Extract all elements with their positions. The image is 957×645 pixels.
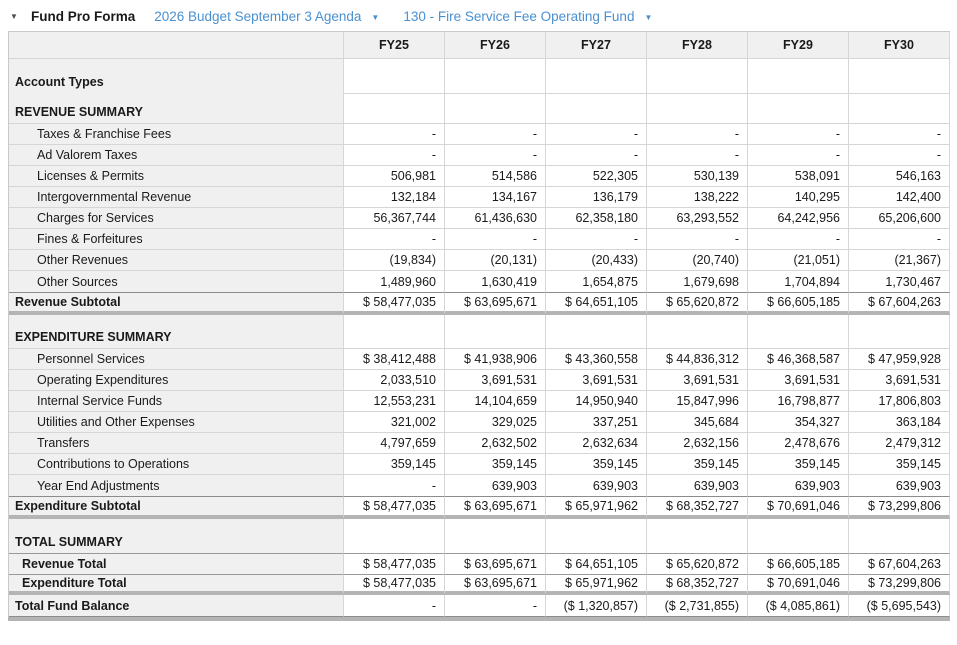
row-label: Charges for Services [9, 208, 344, 229]
cell-value: 363,184 [849, 412, 950, 433]
table-row [9, 208, 950, 229]
row-label: REVENUE SUMMARY [9, 94, 344, 124]
cell-value: 63,293,552 [647, 208, 748, 229]
cell-value: 134,167 [445, 187, 546, 208]
cell-value: 1,704,894 [748, 271, 849, 292]
cell-value [748, 519, 849, 553]
row-label: Revenue Total [9, 553, 344, 574]
cell-value: 14,104,659 [445, 391, 546, 412]
table-row [9, 496, 950, 519]
cell-value: 506,981 [344, 166, 445, 187]
cell-value: 2,478,676 [748, 433, 849, 454]
cell-value: - [344, 595, 445, 617]
row-label: Internal Service Funds [9, 391, 344, 412]
cell-value [546, 315, 647, 349]
cell-value: $ 64,651,105 [546, 292, 647, 315]
cell-value [445, 315, 546, 349]
cell-value: 61,436,630 [445, 208, 546, 229]
cell-value: - [849, 229, 950, 250]
fund-dropdown-label: 130 - Fire Service Fee Operating Fund [403, 9, 635, 24]
cell-value [748, 94, 849, 124]
row-label: Expenditure Total [9, 574, 344, 595]
cell-value: $ 67,604,263 [849, 553, 950, 574]
cell-value: (20,131) [445, 250, 546, 271]
cell-value: $ 63,695,671 [445, 574, 546, 595]
cell-value: - [647, 124, 748, 145]
collapse-arrow-icon[interactable]: ▼ [10, 12, 18, 21]
cell-value: - [344, 229, 445, 250]
row-label: Intergovernmental Revenue [9, 187, 344, 208]
cell-value: 546,163 [849, 166, 950, 187]
cell-value: 359,145 [445, 454, 546, 475]
cell-value: 140,295 [748, 187, 849, 208]
cell-value: 3,691,531 [546, 370, 647, 391]
table-row [9, 433, 950, 454]
column-header-fy28: FY28 [647, 32, 748, 59]
cell-value: 1,654,875 [546, 271, 647, 292]
pro-forma-table [8, 31, 950, 617]
cell-value: 354,327 [748, 412, 849, 433]
cell-value: (21,367) [849, 250, 950, 271]
cell-value: 1,489,960 [344, 271, 445, 292]
cell-value: 345,684 [647, 412, 748, 433]
row-label: TOTAL SUMMARY [9, 519, 344, 553]
cell-value [748, 315, 849, 349]
cell-value: $ 44,836,312 [647, 349, 748, 370]
cell-value: $ 58,477,035 [344, 496, 445, 519]
cell-value: $ 66,605,185 [748, 292, 849, 315]
page-title: Fund Pro Forma [31, 9, 136, 24]
row-label: Fines & Forfeitures [9, 229, 344, 250]
cell-value: $ 63,695,671 [445, 553, 546, 574]
cell-value: 321,002 [344, 412, 445, 433]
cell-value: 1,679,698 [647, 271, 748, 292]
cell-value: 56,367,744 [344, 208, 445, 229]
cell-value: - [445, 145, 546, 166]
row-label: Year End Adjustments [9, 475, 344, 496]
cell-value: $ 68,352,727 [647, 574, 748, 595]
row-label: Taxes & Franchise Fees [9, 124, 344, 145]
cell-value: 359,145 [748, 454, 849, 475]
cell-value [849, 94, 950, 124]
cell-value: 639,903 [445, 475, 546, 496]
cell-value: - [445, 229, 546, 250]
cell-value: 1,630,419 [445, 271, 546, 292]
cell-value: 15,847,996 [647, 391, 748, 412]
cell-value: $ 58,477,035 [344, 553, 445, 574]
row-label: Total Fund Balance [9, 595, 344, 617]
cell-value: $ 43,360,558 [546, 349, 647, 370]
cell-value: 2,632,502 [445, 433, 546, 454]
cell-value: $ 73,299,806 [849, 496, 950, 519]
table-row [9, 315, 950, 349]
cell-value: - [546, 145, 647, 166]
table-row [9, 166, 950, 187]
cell-value [748, 59, 849, 94]
cell-value: 2,479,312 [849, 433, 950, 454]
cell-value [546, 519, 647, 553]
table-row [9, 145, 950, 166]
row-label: Personnel Services [9, 349, 344, 370]
cell-value: 639,903 [647, 475, 748, 496]
cell-value: (19,834) [344, 250, 445, 271]
table-row [9, 454, 950, 475]
cell-value: - [748, 124, 849, 145]
row-label: Operating Expenditures [9, 370, 344, 391]
cell-value: 639,903 [546, 475, 647, 496]
cell-value: $ 65,620,872 [647, 553, 748, 574]
cell-value [647, 519, 748, 553]
cell-value: (20,740) [647, 250, 748, 271]
cell-value: $ 68,352,727 [647, 496, 748, 519]
table-row [9, 349, 950, 370]
cell-value: 64,242,956 [748, 208, 849, 229]
cell-value [445, 94, 546, 124]
table-row [9, 519, 950, 553]
row-label: Account Types [9, 59, 344, 94]
cell-value: - [546, 229, 647, 250]
table-row [9, 229, 950, 250]
column-header-fy27: FY27 [546, 32, 647, 59]
cell-value: 136,179 [546, 187, 647, 208]
cell-value: 3,691,531 [647, 370, 748, 391]
cell-value: - [647, 145, 748, 166]
cell-value [344, 59, 445, 94]
cell-value: 639,903 [849, 475, 950, 496]
column-header-fy29: FY29 [748, 32, 849, 59]
toolbar [0, 0, 957, 26]
cell-value [546, 94, 647, 124]
cell-value: ($ 4,085,861) [748, 595, 849, 617]
cell-value: 62,358,180 [546, 208, 647, 229]
cell-value: 17,806,803 [849, 391, 950, 412]
cell-value [445, 59, 546, 94]
cell-value: 138,222 [647, 187, 748, 208]
cell-value: - [546, 124, 647, 145]
table-row [9, 187, 950, 208]
cell-value: 1,730,467 [849, 271, 950, 292]
cell-value [344, 519, 445, 553]
cell-value: - [748, 229, 849, 250]
cell-value: 2,632,156 [647, 433, 748, 454]
cell-value: - [445, 595, 546, 617]
cell-value [546, 59, 647, 94]
cell-value: $ 65,971,962 [546, 574, 647, 595]
cell-value: 3,691,531 [748, 370, 849, 391]
cell-value: ($ 2,731,855) [647, 595, 748, 617]
row-label: Contributions to Operations [9, 454, 344, 475]
cell-value: 2,632,634 [546, 433, 647, 454]
table-row [9, 574, 950, 595]
table-row [9, 250, 950, 271]
row-label: Ad Valorem Taxes [9, 145, 344, 166]
cell-value [849, 59, 950, 94]
row-label: Revenue Subtotal [9, 292, 344, 315]
row-label: Licenses & Permits [9, 166, 344, 187]
cell-value: - [748, 145, 849, 166]
cell-value: 65,206,600 [849, 208, 950, 229]
cell-value: $ 64,651,105 [546, 553, 647, 574]
cell-value: 359,145 [647, 454, 748, 475]
cell-value: - [344, 475, 445, 496]
table-row [9, 271, 950, 292]
cell-value: $ 46,368,587 [748, 349, 849, 370]
cell-value: 538,091 [748, 166, 849, 187]
column-header-fy30: FY30 [849, 32, 950, 59]
cell-value: $ 70,691,046 [748, 496, 849, 519]
cell-value: - [344, 124, 445, 145]
cell-value: - [849, 124, 950, 145]
cell-value: (21,051) [748, 250, 849, 271]
cell-value: $ 65,620,872 [647, 292, 748, 315]
cell-value: 2,033,510 [344, 370, 445, 391]
cell-value: (20,433) [546, 250, 647, 271]
cell-value: $ 63,695,671 [445, 292, 546, 315]
cell-value [344, 94, 445, 124]
cell-value: 3,691,531 [849, 370, 950, 391]
row-label: Utilities and Other Expenses [9, 412, 344, 433]
cell-value: $ 47,959,928 [849, 349, 950, 370]
cell-value: $ 58,477,035 [344, 292, 445, 315]
cell-value: $ 73,299,806 [849, 574, 950, 595]
row-label: Transfers [9, 433, 344, 454]
fund-dropdown[interactable] [403, 9, 652, 24]
chevron-down-icon: ▼ [644, 12, 653, 22]
cell-value: 12,553,231 [344, 391, 445, 412]
row-label: Other Sources [9, 271, 344, 292]
cell-value: 359,145 [546, 454, 647, 475]
cell-value [445, 519, 546, 553]
table-row [9, 292, 950, 315]
cell-value [647, 59, 748, 94]
cell-value: - [445, 124, 546, 145]
cell-value [344, 315, 445, 349]
cell-value: $ 67,604,263 [849, 292, 950, 315]
cell-value: 329,025 [445, 412, 546, 433]
cell-value: 359,145 [849, 454, 950, 475]
cell-value: 142,400 [849, 187, 950, 208]
cell-value: - [344, 145, 445, 166]
row-label: EXPENDITURE SUMMARY [9, 315, 344, 349]
table-row [9, 59, 950, 94]
column-header-fy26: FY26 [445, 32, 546, 59]
table-row [9, 370, 950, 391]
pro-forma-grid [8, 31, 950, 621]
table-row [9, 391, 950, 412]
table-row [9, 475, 950, 496]
table-row [9, 94, 950, 124]
column-header-row [9, 32, 950, 59]
pro-forma-table-body [9, 59, 950, 617]
cell-value [647, 315, 748, 349]
cell-value: 14,950,940 [546, 391, 647, 412]
cell-value: $ 63,695,671 [445, 496, 546, 519]
cell-value: ($ 1,320,857) [546, 595, 647, 617]
table-row [9, 412, 950, 433]
cell-value: 132,184 [344, 187, 445, 208]
budget-dropdown[interactable] [154, 9, 379, 24]
budget-dropdown-label: 2026 Budget September 3 Agenda [154, 9, 362, 24]
cell-value: 337,251 [546, 412, 647, 433]
cell-value: 3,691,531 [445, 370, 546, 391]
cell-value: 530,139 [647, 166, 748, 187]
cell-value [849, 315, 950, 349]
column-header-fy25: FY25 [344, 32, 445, 59]
corner-header-cell [9, 32, 344, 59]
cell-value: 639,903 [748, 475, 849, 496]
cell-value: $ 66,605,185 [748, 553, 849, 574]
cell-value: 522,305 [546, 166, 647, 187]
cell-value [849, 519, 950, 553]
cell-value: $ 38,412,488 [344, 349, 445, 370]
cell-value: 16,798,877 [748, 391, 849, 412]
cell-value: - [849, 145, 950, 166]
chevron-down-icon: ▼ [371, 12, 380, 22]
cell-value: $ 65,971,962 [546, 496, 647, 519]
row-label: Other Revenues [9, 250, 344, 271]
cell-value [647, 94, 748, 124]
table-row [9, 595, 950, 617]
cell-value: - [647, 229, 748, 250]
cell-value: 4,797,659 [344, 433, 445, 454]
table-row [9, 553, 950, 574]
cell-value: $ 70,691,046 [748, 574, 849, 595]
cell-value: $ 41,938,906 [445, 349, 546, 370]
table-row [9, 124, 950, 145]
cell-value: 514,586 [445, 166, 546, 187]
cell-value: $ 58,477,035 [344, 574, 445, 595]
row-label: Expenditure Subtotal [9, 496, 344, 519]
cell-value: 359,145 [344, 454, 445, 475]
cell-value: ($ 5,695,543) [849, 595, 950, 617]
